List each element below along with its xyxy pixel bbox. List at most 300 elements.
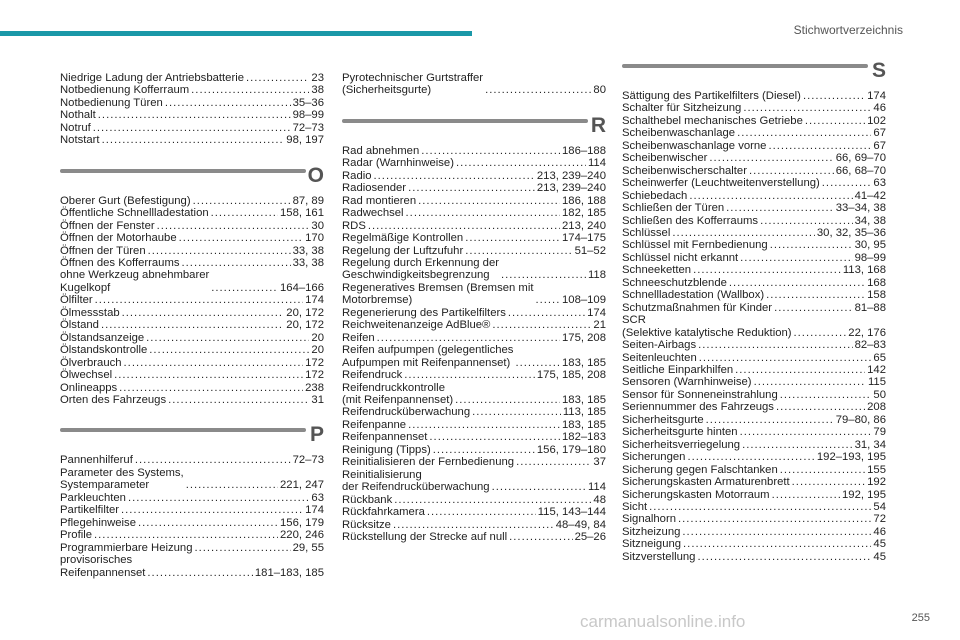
index-entry-page: 182–183	[562, 431, 606, 444]
dot-leader	[465, 232, 560, 244]
index-entry	[342, 72, 606, 97]
section-header-s	[622, 60, 886, 88]
dot-leader	[128, 492, 309, 504]
index-entry-page: 142	[867, 363, 886, 376]
index-entry-term: Schalthebel mechanisches Getriebe	[622, 114, 803, 127]
entries-p	[60, 454, 324, 579]
index-entry	[342, 332, 606, 344]
index-entry	[60, 319, 324, 331]
index-entry-term: Rad montieren	[342, 194, 417, 207]
index-entry	[60, 307, 324, 319]
index-entry-term: Seiten-Airbags	[622, 339, 697, 352]
index-entry	[622, 190, 886, 202]
index-entry-page: 174–175	[562, 232, 606, 245]
index-entry-term: Parkleuchten	[60, 491, 126, 504]
index-entry-term: Pannenhilferuf	[60, 454, 133, 467]
dot-leader	[672, 227, 815, 239]
index-entry-term: Scheibenwischerschalter	[622, 164, 747, 177]
entries-r	[342, 145, 606, 544]
index-entry	[622, 202, 886, 214]
dot-leader	[697, 551, 871, 563]
index-entry-page: 192–193, 195	[816, 451, 886, 464]
index-entry-term: Pflegehinweise	[60, 516, 136, 529]
dot-leader	[122, 307, 285, 319]
index-entry	[622, 165, 886, 177]
index-entry-page: 46	[873, 102, 886, 115]
index-entry	[60, 344, 324, 356]
index-entry-term: Sättigung des Partikelfilters (Diesel)	[622, 90, 801, 102]
dot-leader	[211, 207, 278, 219]
index-entry	[622, 102, 886, 114]
index-entry-term	[342, 282, 534, 307]
section-header-r	[342, 115, 606, 143]
watermark-text: carmanualsonline.info	[580, 612, 746, 631]
index-entry	[342, 456, 606, 468]
index-entry	[622, 513, 886, 525]
index-entry	[60, 467, 324, 492]
index-entry-page: 183, 185	[562, 393, 606, 406]
dot-leader	[408, 419, 560, 431]
dot-leader	[687, 451, 814, 463]
index-entry-page: 118	[587, 269, 606, 282]
index-entry-term: Seitliche Einparkhilfen	[622, 363, 734, 376]
index-entry-page: 156, 179–180	[536, 443, 606, 456]
index-entry-term: Ölfilter	[60, 294, 93, 307]
header-accent-bar	[0, 31, 472, 36]
index-entry-term: Ölstandsanzeige	[60, 331, 145, 344]
dot-leader	[211, 282, 278, 294]
index-entry-term: Signalhorn	[622, 513, 677, 526]
dot-leader	[678, 513, 871, 525]
index-entry-page: 46	[873, 525, 886, 538]
index-entry-term: Radiosender	[342, 182, 407, 195]
index-entry-term: Ölmessstab	[60, 306, 120, 319]
dot-leader	[735, 364, 865, 376]
index-entry-page: 213, 239–240	[536, 169, 606, 182]
index-entry-term-line: Reifen aufpumpen (gelegentliches	[342, 344, 514, 357]
index-entry-term: Regelmäßige Kontrollen	[342, 232, 464, 245]
index-entry-term-line: (Sicherheitsgurte)	[342, 84, 432, 97]
index-entry-page: 220, 246	[280, 529, 324, 542]
index-entry-term-line: Aufpumpen mit Reifenpannenset)	[342, 356, 511, 369]
index-entry-page: 192, 195	[842, 488, 886, 501]
index-entry-term: Öffnen der Türen	[60, 244, 146, 257]
section-letter-r: R	[590, 113, 606, 137]
index-entry-term	[60, 467, 184, 492]
index-entry-term: Reinigung (Tipps)	[342, 443, 431, 456]
dot-leader	[740, 252, 852, 264]
index-entry	[60, 257, 324, 269]
index-entry-term: Ölstand	[60, 319, 99, 332]
index-entry-page: 213, 239–240	[536, 182, 606, 195]
index-entry-page: 87, 89	[292, 194, 324, 207]
index-entry-term: Partikelfilter	[60, 504, 120, 517]
dot-leader	[194, 542, 290, 554]
dot-leader	[95, 294, 304, 306]
index-entry-page: 41–42	[854, 189, 886, 202]
index-entry-term: Reifenpanne	[342, 418, 407, 431]
index-entry-page: 72–73	[292, 121, 324, 134]
section-rule	[342, 119, 588, 123]
index-entry-term: Schlüssel nicht erkannt	[622, 251, 739, 264]
dot-leader	[465, 245, 572, 257]
dot-leader	[179, 232, 304, 244]
index-entry-term-line: Reifendruckkontrolle	[342, 381, 445, 394]
dot-leader	[404, 369, 535, 381]
index-entry-term: Schneeketten	[622, 264, 692, 277]
index-entry-term: Öffnen der Fenster	[60, 219, 155, 232]
dot-leader	[429, 431, 560, 443]
index-entry-term: Reinitialisieren der Fernbedienung	[342, 456, 515, 469]
index-entry-page: 174	[305, 294, 324, 307]
dot-leader	[501, 269, 586, 281]
dot-leader	[114, 369, 303, 381]
index-entry-page: 63	[311, 491, 324, 504]
dot-leader	[740, 426, 872, 438]
index-entry	[622, 389, 886, 401]
index-entry-term: Reifendruck	[342, 369, 403, 382]
dot-leader	[726, 202, 834, 214]
dot-leader	[149, 344, 309, 356]
index-entry-page: 66, 69–70	[835, 152, 886, 165]
index-entry-term: Profile	[60, 529, 93, 542]
index-entry	[342, 344, 606, 369]
index-entry-term	[60, 269, 209, 294]
index-entry	[622, 152, 886, 164]
index-entry	[342, 257, 606, 282]
index-entry-page: 168	[867, 276, 886, 289]
index-entry-term: Schließen des Kofferraums	[622, 214, 759, 227]
index-entry-term: Onlineapps	[60, 381, 118, 394]
index-entry	[342, 207, 606, 219]
index-entry-page: 174	[867, 90, 886, 102]
index-entry	[60, 294, 324, 306]
dot-leader	[742, 439, 853, 451]
index-entry	[622, 264, 886, 276]
index-entry-page: 186, 188	[562, 194, 606, 207]
index-entry	[60, 97, 324, 109]
index-entry-page: 183, 185	[562, 356, 606, 369]
index-entry-term-line: SCR	[622, 314, 646, 327]
index-entry-page: 29, 55	[292, 541, 324, 554]
dot-leader	[792, 476, 865, 488]
index-entry	[60, 492, 324, 504]
dot-leader	[803, 90, 865, 102]
index-entry-page: 33–34, 38	[835, 202, 886, 215]
index-entry	[342, 419, 606, 431]
section-letter-s: S	[871, 59, 886, 82]
index-entry	[60, 84, 324, 96]
index-entry	[342, 220, 606, 232]
dot-leader	[709, 152, 833, 164]
index-entry	[60, 554, 324, 579]
index-entry-page: 50	[873, 388, 886, 401]
index-entry-term: Öffnen des Kofferraums	[60, 256, 180, 269]
index-entry-term: Schiebedach	[622, 189, 688, 202]
dot-leader	[760, 215, 853, 227]
index-entry	[342, 195, 606, 207]
index-entry-term: Sicherheitsverriegelung	[622, 438, 741, 451]
index-entry-term: Rad abnehmen	[342, 144, 420, 157]
index-entry	[342, 382, 606, 407]
index-entry-term: Regelung der Luftzufuhr	[342, 244, 464, 257]
dot-leader	[492, 481, 586, 493]
index-entry	[60, 332, 324, 344]
index-entry-page: 33, 38	[292, 256, 324, 269]
index-entry-term-line: Parameter des Systems,	[60, 466, 184, 479]
index-entry-term: Öffentliche Schnellladestation	[60, 207, 209, 220]
index-entry	[60, 109, 324, 121]
index-entry-term: Scheibenwischer	[622, 152, 708, 165]
index-entry-term-line: Motorbremse)	[342, 294, 413, 307]
dot-leader	[394, 494, 591, 506]
index-entry-page: 181–183, 185	[254, 566, 324, 579]
index-entry-term-line: Reifenpannenset	[60, 566, 146, 579]
index-entry	[60, 394, 324, 406]
index-entry	[622, 339, 886, 351]
index-entry-term-line: (Selektive katalytische Reduktion)	[622, 326, 792, 339]
section-header-p	[60, 424, 324, 452]
dot-leader	[168, 394, 309, 406]
dot-leader	[472, 406, 561, 418]
index-entry-page: 51–52	[574, 244, 606, 257]
index-entry	[622, 140, 886, 152]
index-entry	[60, 220, 324, 232]
index-entry	[622, 426, 886, 438]
index-entry-page: 175, 185, 208	[536, 369, 606, 382]
index-entry-term: Rückstellung der Strecke auf null	[342, 530, 508, 543]
dot-leader	[693, 264, 841, 276]
index-entry	[342, 506, 606, 518]
dot-leader	[768, 140, 871, 152]
index-entry-term: Rückbank	[342, 493, 393, 506]
index-entry-page: 80	[593, 84, 606, 97]
index-entry-page: 22, 176	[848, 326, 886, 339]
dot-leader	[749, 165, 834, 177]
dot-leader	[186, 479, 278, 491]
index-entry	[622, 414, 886, 426]
index-entry	[60, 369, 324, 381]
index-entry-page: 23	[311, 72, 324, 84]
index-entry-page: 72–73	[292, 454, 324, 467]
index-entry-term: Sicht	[622, 500, 648, 513]
index-entry-page: 20	[311, 331, 324, 344]
index-entry-page: 54	[873, 500, 886, 513]
index-entry-term	[342, 344, 513, 369]
index-entry-page: 108–109	[562, 294, 606, 307]
index-entry	[60, 72, 324, 84]
index-entry-term	[622, 314, 792, 339]
index-entry-page: 33, 38	[292, 244, 324, 257]
index-entry-page: 208	[867, 401, 886, 414]
index-entry-term: Oberer Gurt (Befestigung)	[60, 194, 191, 207]
page-number: 255	[911, 612, 930, 624]
dot-leader	[148, 245, 291, 257]
index-entry	[342, 145, 606, 157]
index-entry-term: Radwechsel	[342, 207, 404, 220]
dot-leader	[102, 134, 285, 146]
index-entry-term: Reifen	[342, 331, 375, 344]
index-entry-term: Sitzheizung	[622, 525, 681, 538]
index-entry	[622, 302, 886, 314]
dot-leader	[515, 357, 560, 369]
entries-s	[622, 90, 886, 563]
dot-leader	[706, 414, 834, 426]
index-entry	[60, 382, 324, 394]
index-entry	[60, 529, 324, 541]
index-entry	[622, 401, 886, 413]
dot-leader	[146, 332, 309, 344]
index-entry-term: Rückfahrkamera	[342, 506, 425, 519]
index-entry-page: 172	[305, 369, 324, 382]
index-entry-term-line: (mit Reifenpannenset)	[342, 393, 454, 406]
index-entry-page: 102	[867, 114, 886, 127]
entries-o	[60, 195, 324, 407]
index-entry	[342, 170, 606, 182]
dot-leader	[135, 454, 291, 466]
index-entry-term: Ölverbrauch	[60, 356, 122, 369]
index-entry	[342, 307, 606, 319]
index-entry	[60, 195, 324, 207]
dot-leader	[377, 332, 560, 344]
dot-leader	[193, 195, 291, 207]
index-entry	[342, 157, 606, 169]
index-entry	[60, 504, 324, 516]
dot-leader	[492, 319, 591, 331]
index-entry-term: Schutzmaßnahmen für Kinder	[622, 301, 773, 314]
index-entry	[60, 122, 324, 134]
dot-leader	[536, 294, 561, 306]
index-entry-term: Schlüssel	[622, 226, 671, 239]
index-entry-page: 175, 208	[562, 331, 606, 344]
dot-leader	[649, 501, 871, 513]
index-entry	[622, 314, 886, 339]
index-entry	[342, 319, 606, 331]
dot-leader	[729, 277, 865, 289]
dot-leader	[456, 157, 586, 169]
index-entry	[622, 489, 886, 501]
index-entry-term	[342, 72, 483, 97]
dot-leader	[182, 257, 291, 269]
index-entry	[622, 352, 886, 364]
dot-leader	[683, 538, 871, 550]
index-entry-page: 63	[873, 177, 886, 190]
index-entry	[622, 538, 886, 550]
index-entry	[622, 127, 886, 139]
index-entry-page: 31, 34	[854, 438, 886, 451]
index-entry-page: 20, 172	[286, 306, 324, 319]
index-entry	[622, 476, 886, 488]
dot-leader	[508, 307, 585, 319]
index-entry	[622, 227, 886, 239]
index-entry-term: Sensoren (Warnhinweise)	[622, 376, 752, 389]
index-entry	[342, 531, 606, 543]
index-entry-term-line: Regeneratives Bremsen (Bremsen mit	[342, 281, 534, 294]
dot-leader	[698, 339, 852, 351]
dot-leader	[774, 302, 853, 314]
index-entry-page: 65	[873, 351, 886, 364]
dot-leader	[246, 72, 309, 84]
index-entry-term-line: Reinitialisierung	[342, 468, 422, 481]
dot-leader	[754, 376, 866, 388]
index-entry-page: 174	[305, 504, 324, 517]
index-entry-page: 115, 143–144	[537, 506, 606, 519]
index-entry-page: 164–166	[280, 281, 324, 294]
section-rule	[622, 64, 868, 68]
index-entry-page: 72	[873, 513, 886, 526]
index-entry-term: Ölstandskontrolle	[60, 344, 148, 357]
dot-leader	[455, 394, 560, 406]
index-entry	[342, 494, 606, 506]
section-header-o	[60, 165, 324, 193]
index-entry-page: 114	[587, 481, 606, 494]
dot-leader	[805, 115, 865, 127]
index-entry	[60, 269, 324, 294]
index-entry	[622, 90, 886, 102]
index-entry-page: 67	[873, 127, 886, 140]
index-entry-page: 186–188	[562, 144, 606, 157]
index-entry-term-line: Pyrotechnischer Gurtstraffer	[342, 72, 484, 84]
index-entry-page: 30	[311, 219, 324, 232]
index-entry	[60, 357, 324, 369]
index-column-2	[342, 72, 606, 543]
index-entry-page: 30, 95	[854, 239, 886, 252]
index-entry-term: RDS	[342, 219, 366, 232]
index-entry-page: 79	[873, 426, 886, 439]
index-entry-term: Reichweitenanzeige AdBlue®	[342, 319, 491, 332]
index-entry-page: 31	[311, 393, 324, 406]
dot-leader	[374, 170, 535, 182]
index-entry-page: 174	[587, 306, 606, 319]
section-rule	[60, 169, 306, 173]
index-entry	[622, 215, 886, 227]
index-entry-page: 158, 161	[280, 207, 324, 220]
index-entry-term	[60, 554, 145, 579]
dot-leader	[780, 389, 872, 401]
index-entry-page: 81–88	[854, 301, 886, 314]
dot-leader	[119, 382, 303, 394]
index-entry-term: Orten des Fahrzeugs	[60, 393, 167, 406]
index-entry	[342, 282, 606, 307]
index-entry	[342, 406, 606, 418]
index-entry-term: Sicherheitsgurte hinten	[622, 426, 738, 439]
index-entry	[60, 454, 324, 466]
index-entry	[342, 431, 606, 443]
dot-leader	[776, 401, 865, 413]
dot-leader	[822, 177, 872, 189]
index-entry	[622, 451, 886, 463]
index-entry-page: 38	[311, 84, 324, 97]
index-entry	[622, 177, 886, 189]
dot-leader	[147, 567, 252, 579]
dot-leader	[138, 517, 278, 529]
index-entry	[622, 526, 886, 538]
dot-leader	[406, 207, 560, 219]
index-entry-page: 98, 197	[286, 134, 324, 147]
dot-leader	[794, 327, 847, 339]
index-entry	[622, 252, 886, 264]
dot-leader	[780, 464, 865, 476]
dot-leader	[94, 529, 278, 541]
index-entry	[622, 364, 886, 376]
index-entry	[342, 519, 606, 531]
index-entry-term	[342, 257, 499, 282]
dot-leader	[485, 84, 591, 96]
index-entry-term: Scheibenwaschanlage vorne	[622, 139, 767, 152]
index-entry-term: Radio	[342, 169, 372, 182]
index-entry	[60, 207, 324, 219]
index-entry-page: 21	[593, 319, 606, 332]
